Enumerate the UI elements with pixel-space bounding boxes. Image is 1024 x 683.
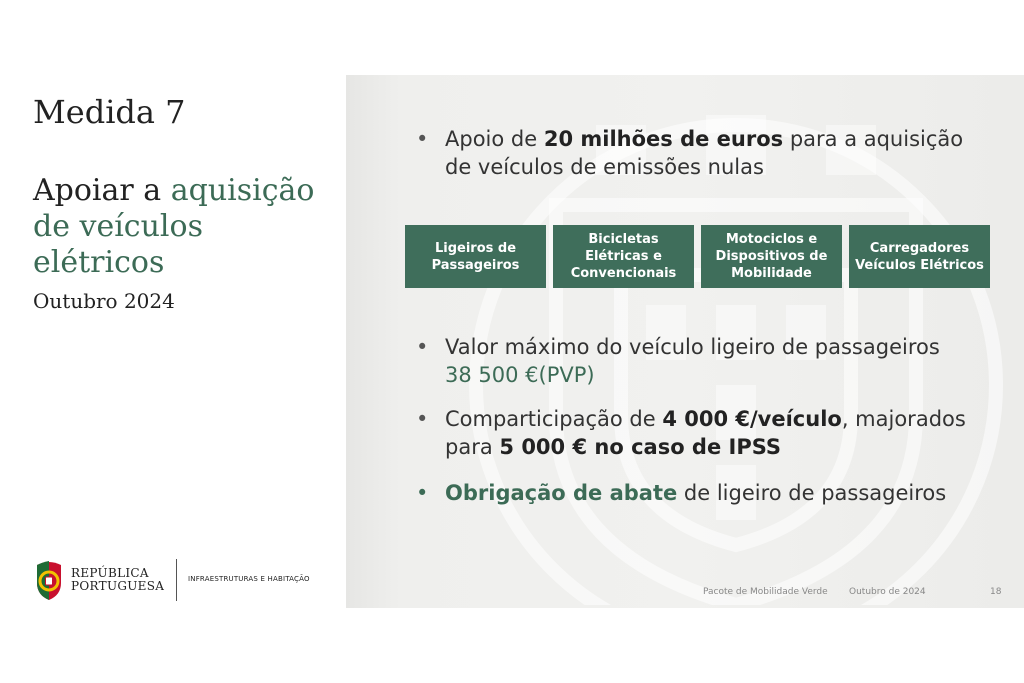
title-panel [0, 75, 346, 608]
bullet-text [445, 405, 990, 461]
bullet-marker: • [416, 481, 429, 505]
category-boxes [405, 225, 991, 288]
category-motociclos: Motociclos e Dispositivos de Mobilidade [701, 225, 842, 288]
slide [0, 75, 1024, 608]
bullet-contribution-amount: 4 000 €/veículo [662, 407, 842, 431]
bullet-contribution-mid: , majorados [841, 407, 966, 431]
bullet-scrappage-post: de ligeiro de passageiros [677, 481, 947, 505]
bullet-marker: • [416, 127, 429, 151]
bullet-max-value-amount: 38 500 €(PVP) [445, 363, 595, 387]
measure-number: Medida 7 [33, 93, 186, 131]
logo-wordmark [71, 567, 164, 593]
slide-date: Outubro 2024 [33, 289, 175, 313]
bullet-max-value-label: Valor máximo do veículo ligeiro de passageiros [445, 335, 940, 359]
bullet-contribution-mid2: para [445, 435, 500, 459]
category-ligeiros: Ligeiros de Passageiros [405, 225, 546, 288]
category-carregadores: Carregadores Veículos Elétricos [849, 225, 990, 288]
bullet-scrappage-bold: Obrigação de abate [445, 481, 678, 505]
logo-line-2: PORTUGUESA [71, 579, 165, 593]
page-number: 18 [990, 587, 1002, 597]
category-bicicletas: Bicicletas Elétricas e Convencionais [553, 225, 694, 288]
bullet-contribution-pre: Comparticipação de [445, 407, 663, 431]
bullet-contribution-ipss: 5 000 € no caso de IPSS [499, 435, 782, 459]
title-plain: Apoiar a [33, 173, 162, 208]
footer-program: Pacote de Mobilidade Verde [703, 587, 828, 597]
bullet-funding-pre: Apoio de [445, 127, 544, 151]
content-panel [346, 75, 1024, 608]
bullet-text [445, 479, 990, 507]
bullet-marker: • [416, 335, 429, 359]
bullet-text [445, 125, 990, 181]
title-accent: aquisição de veículos elétricos [33, 173, 315, 280]
bullet-funding-post: para a aquisição de veículos de emissões nulas [445, 127, 964, 179]
ministry-name: INFRAESTRUTURAS E HABITAÇÃO [188, 575, 310, 583]
republica-portuguesa-logo [33, 559, 333, 601]
slide-title [33, 173, 333, 281]
bullet-text [445, 333, 990, 389]
logo-divider [176, 559, 177, 601]
bullet-funding-amount: 20 milhões de euros [543, 127, 784, 151]
bullet-marker: • [416, 407, 429, 431]
footer-date: Outubro de 2024 [849, 587, 926, 597]
logo-line-1: REPÚBLICA [71, 566, 149, 580]
portugal-emblem-icon [33, 559, 65, 601]
